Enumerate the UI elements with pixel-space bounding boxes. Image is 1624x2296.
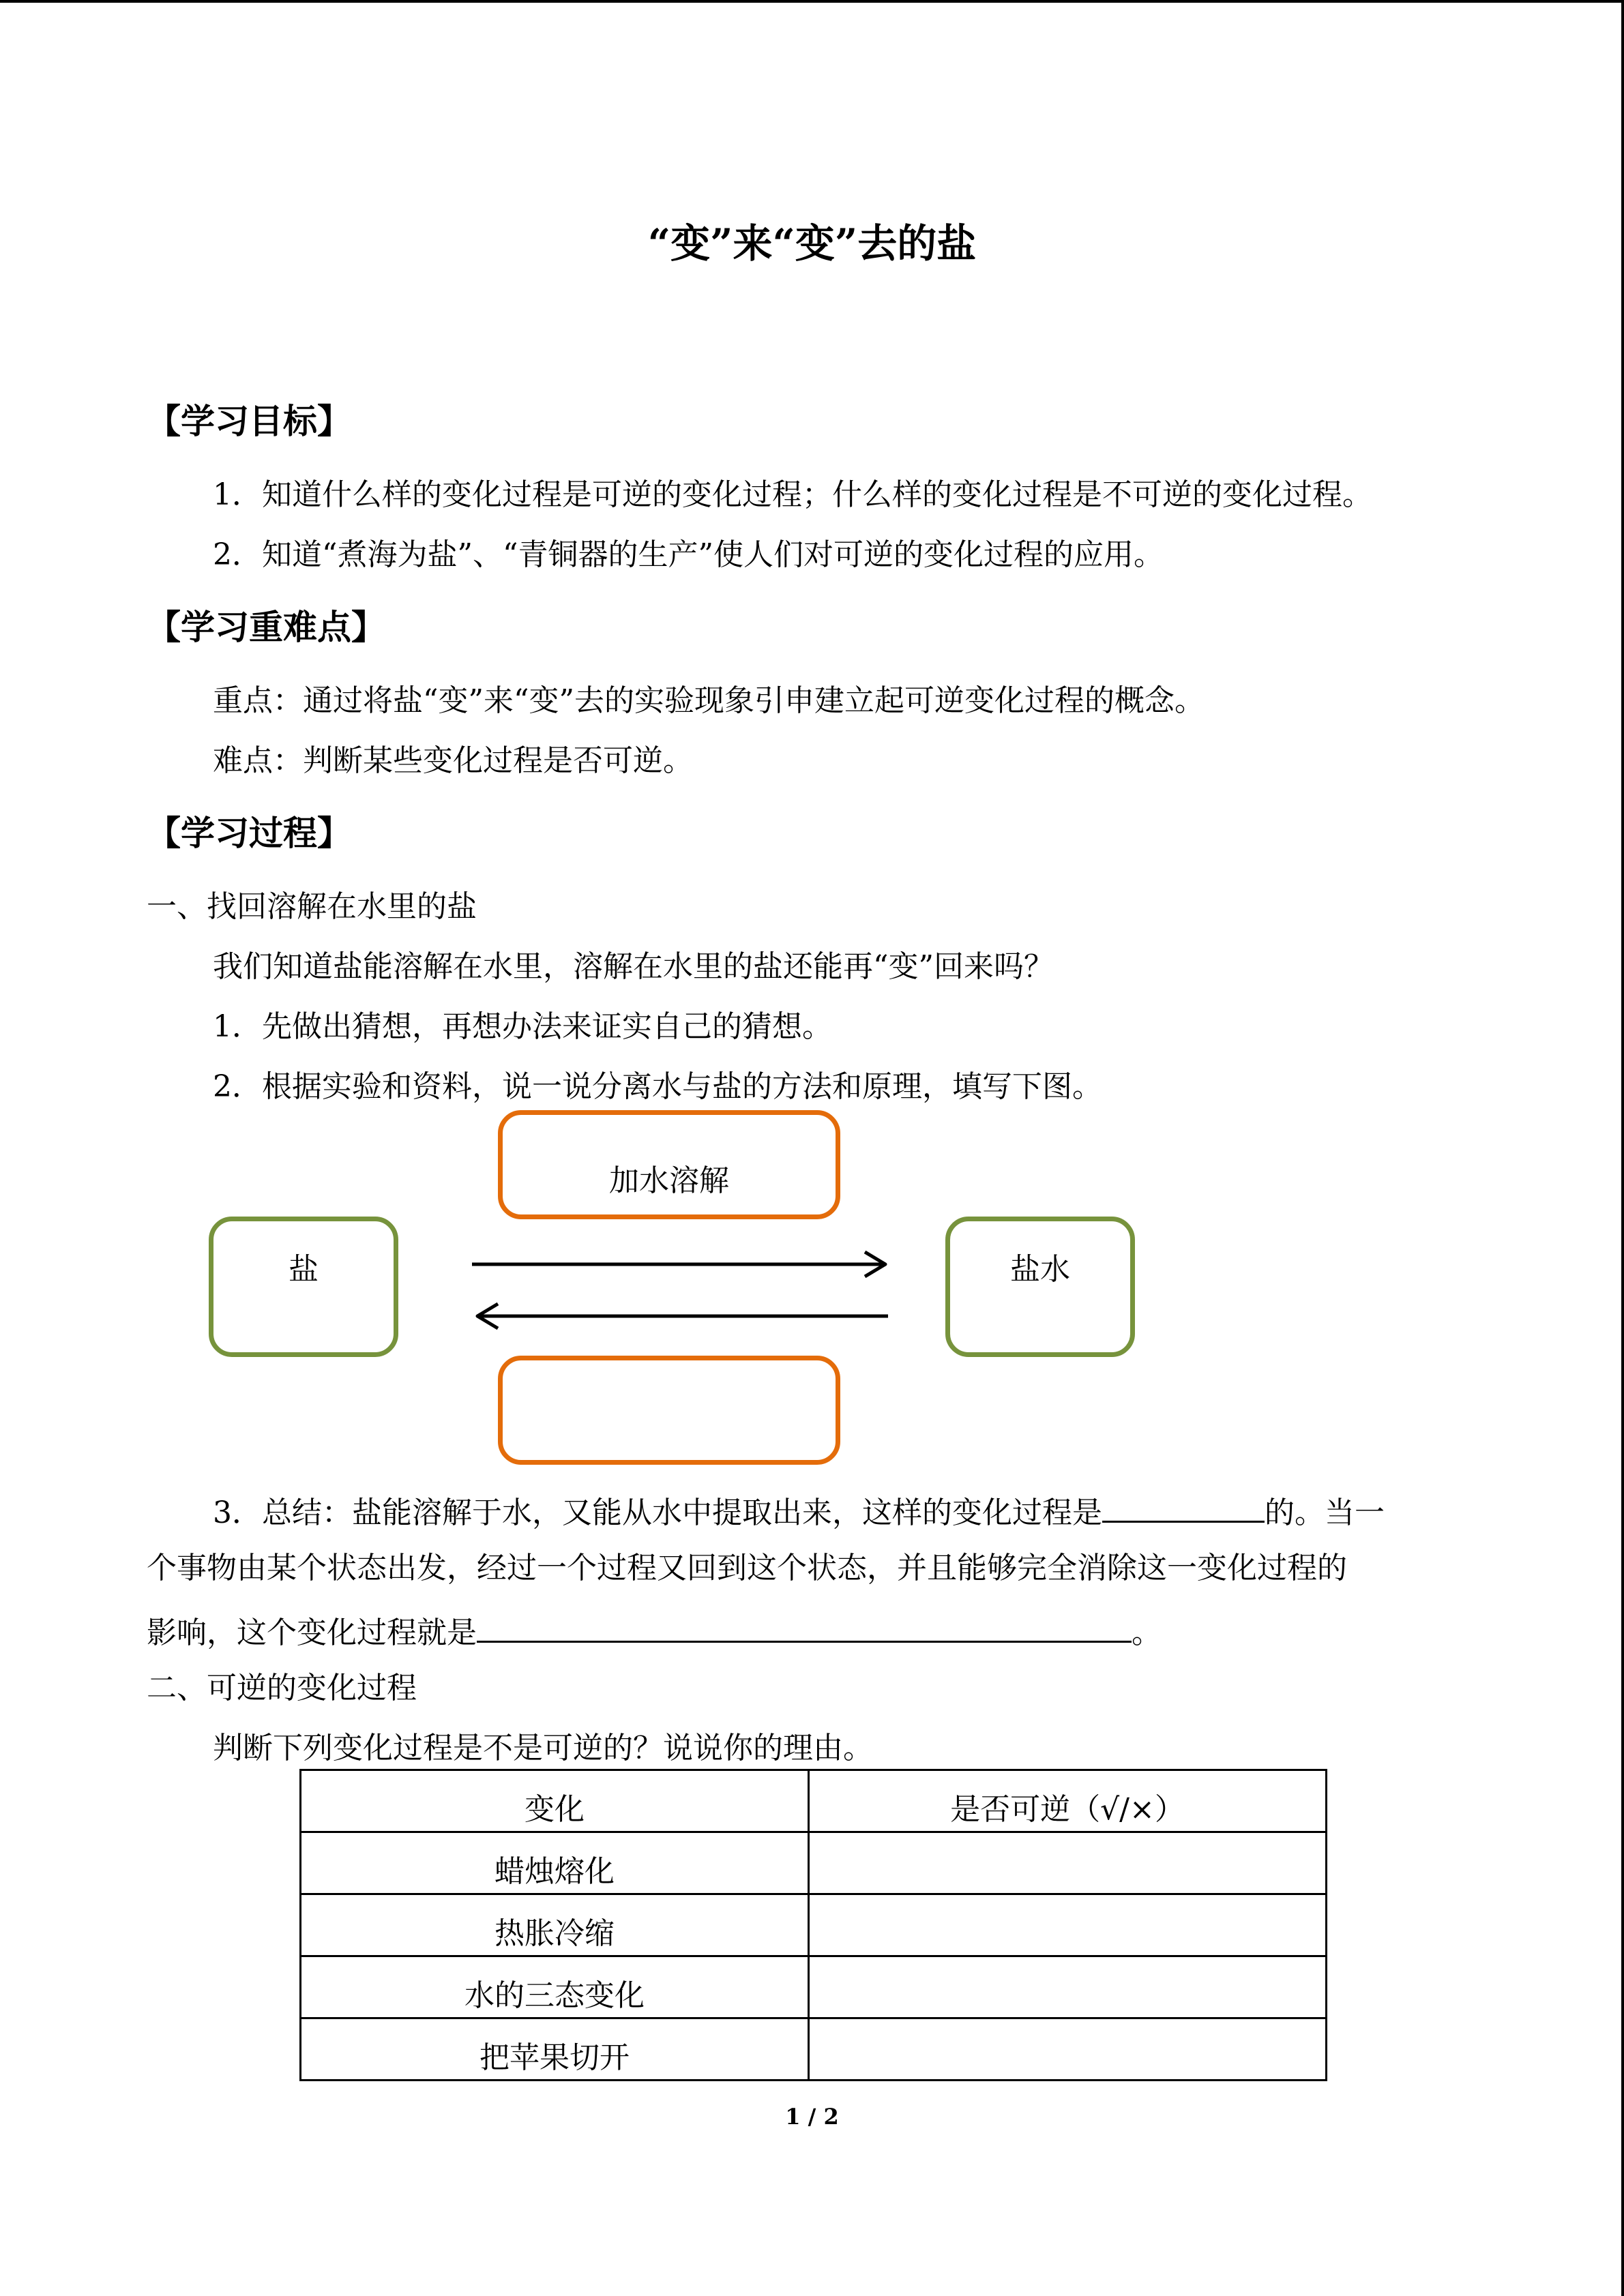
top-process-box: [498, 1110, 840, 1219]
goal-item-1: 1．知道什么样的变化过程是可逆的变化过程；什么样的变化过程是不可逆的变化过程。: [213, 477, 1372, 512]
table-cell-answer[interactable]: [809, 2018, 1327, 2081]
salt-box: [209, 1217, 398, 1357]
top-process-label: 加水溶解: [609, 1163, 729, 1198]
forward-arrow: [472, 1252, 885, 1277]
summary-text-1b: 的。当一: [1265, 1495, 1385, 1530]
table-row: [301, 1956, 1327, 2018]
table-header-change: 变化: [301, 1770, 809, 1832]
summary-text-3b: 。: [1132, 1615, 1162, 1650]
table-row: [301, 2018, 1327, 2081]
summary-text-3a: 影响，这个变化过程就是: [147, 1615, 477, 1650]
key-point-focus: 重点：通过将盐“变”来“变”去的实验现象引申建立起可逆变化过程的概念。: [213, 683, 1205, 718]
part1-step2: 2．根据实验和资料，说一说分离水与盐的方法和原理，填写下图。: [213, 1069, 1102, 1104]
table-cell-answer[interactable]: [809, 1894, 1327, 1956]
table-row: [301, 1894, 1327, 1956]
summary-line-1: [213, 1493, 1385, 1528]
summary-line-2: 个事物由某个状态出发，经过一个过程又回到这个状态，并且能够完全消除这一变化过程的: [147, 1551, 1347, 1585]
part1-intro: 我们知道盐能溶解在水里，溶解在水里的盐还能再“变”回来吗？: [213, 949, 1054, 984]
key-point-difficulty: 难点：判断某些变化过程是否可逆。: [213, 743, 693, 778]
bottom-process-box[interactable]: [498, 1356, 840, 1465]
answer-blank-1[interactable]: [1102, 1493, 1265, 1523]
salt-water-box-label: 盐水: [1010, 1252, 1070, 1287]
goals-heading: 【学习目标】: [147, 401, 351, 441]
table-header-row: [301, 1770, 1327, 1832]
summary-line-3: [147, 1613, 1162, 1648]
part2-intro: 判断下列变化过程是不是可逆的？说说你的理由。: [213, 1731, 873, 1765]
summary-text-1a: 3．总结：盐能溶解于水，又能从水中提取出来，这样的变化过程是: [213, 1495, 1102, 1530]
part2-title: 二、可逆的变化过程: [147, 1671, 417, 1705]
table-cell-change: 把苹果切开: [301, 2018, 809, 2081]
salt-water-box: [945, 1217, 1135, 1357]
process-heading: 【学习过程】: [147, 813, 351, 853]
reversible-arrows: [464, 1241, 900, 1343]
table-header-reversible: 是否可逆（√/×）: [809, 1770, 1327, 1832]
salt-box-label: 盐: [289, 1252, 319, 1287]
table-cell-change: 蜡烛熔化: [301, 1832, 809, 1894]
reversibility-table: [299, 1769, 1327, 2081]
page-border-top: [0, 0, 1624, 3]
key-points-heading: 【学习重难点】: [147, 607, 385, 647]
table-cell-answer[interactable]: [809, 1832, 1327, 1894]
page-number: 1 / 2: [785, 2104, 839, 2130]
goal-item-2: 2．知道“煮海为盐”、“青铜器的生产”使人们对可逆的变化过程的应用。: [213, 537, 1164, 572]
table-cell-change: 热胀冷缩: [301, 1894, 809, 1956]
page-border-right: [1621, 0, 1624, 2296]
answer-blank-2[interactable]: [477, 1613, 1132, 1643]
part1-title: 一、找回溶解在水里的盐: [147, 889, 477, 924]
part1-step1: 1．先做出猜想，再想办法来证实自己的猜想。: [213, 1009, 832, 1044]
table-cell-answer[interactable]: [809, 1956, 1327, 2018]
backward-arrow: [477, 1304, 888, 1328]
table-row: [301, 1832, 1327, 1894]
table-cell-change: 水的三态变化: [301, 1956, 809, 2018]
page-title: “变”来“变”去的盐: [647, 220, 977, 267]
